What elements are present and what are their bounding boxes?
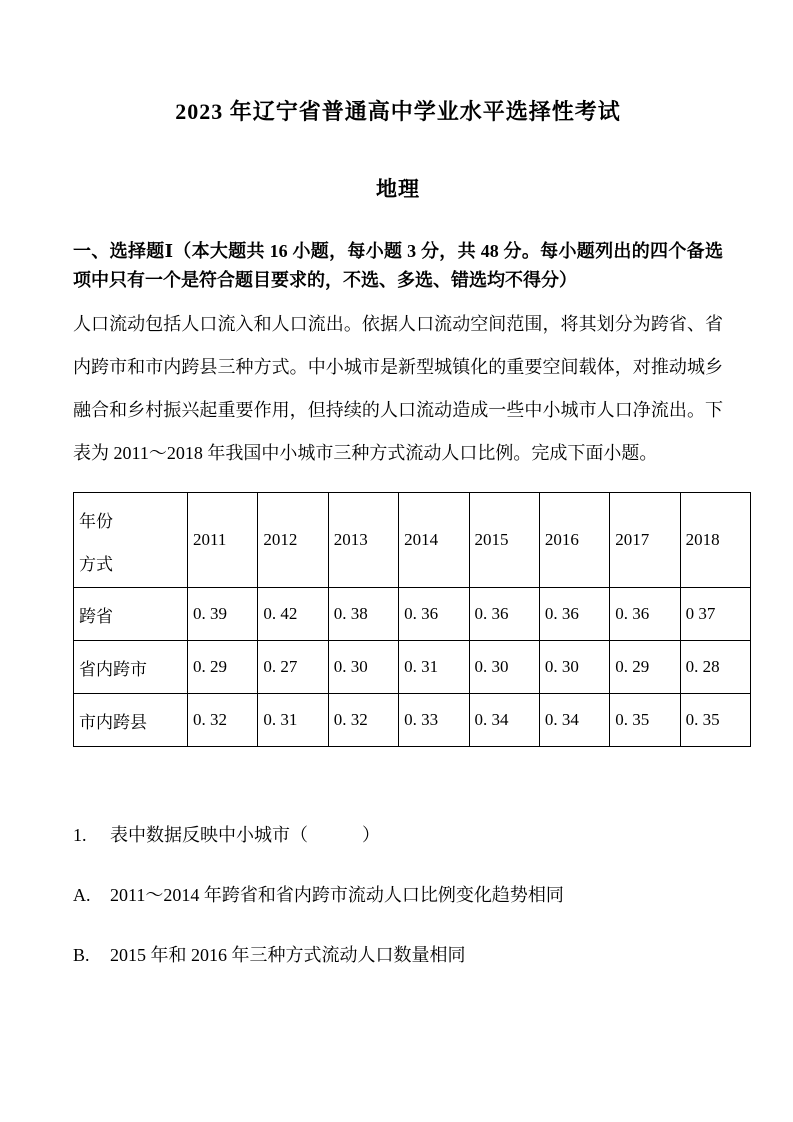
- year-header: 2018: [680, 493, 750, 588]
- option-b-label: B.: [73, 945, 90, 965]
- option-a: [73, 882, 723, 908]
- option-b-text: 2015 年和 2016 年三种方式流动人口数量相同: [110, 945, 466, 965]
- table-row-intercounty: [74, 694, 751, 747]
- corner-bottom-label: 方式: [79, 555, 113, 574]
- value-cell: 0. 29: [188, 641, 258, 694]
- passage-text: 人口流动包括人口流入和人口流出。依据人口流动空间范围，将其划分为跨省、省内跨市和市内跨县三种方式。中小城市是新型城镇化的重要空间载体，对推动城乡融合和乡村振兴起重要作用，但持续的人口流动造成一些中小城市人口净流出。下表为 2011～2018 年我国中小城市三种方式流动人口比例。完成下面小题。: [73, 314, 723, 463]
- value-cell: 0. 36: [469, 588, 539, 641]
- value-cell: 0. 35: [610, 694, 680, 747]
- section-heading: 一、选择题Ⅰ（本大题共 16 小题，每小题 3 分，共 48 分。每小题列出的四个备选项中只有一个是符合题目要求的，不选、多选、错选均不得分）: [73, 241, 723, 290]
- year-header: 2015: [469, 493, 539, 588]
- value-cell: 0. 28: [680, 641, 750, 694]
- value-cell: 0. 29: [610, 641, 680, 694]
- year-header: 2016: [539, 493, 609, 588]
- question-block: [73, 822, 723, 968]
- value-cell: 0. 31: [399, 641, 469, 694]
- value-cell: 0. 34: [469, 694, 539, 747]
- value-cell: 0. 30: [469, 641, 539, 694]
- year-header: 2014: [399, 493, 469, 588]
- value-cell: 0. 30: [539, 641, 609, 694]
- page-title: 2023 年辽宁省普通高中学业水平选择性考试: [175, 99, 621, 124]
- table-row-interprovincial: [74, 588, 751, 641]
- value-cell: 0. 30: [328, 641, 398, 694]
- question-text: 表中数据反映中小城市（ ）: [110, 825, 380, 845]
- question-number: 1.: [73, 825, 87, 845]
- question-1: [73, 822, 723, 848]
- value-cell: 0. 27: [258, 641, 328, 694]
- year-header: 2013: [328, 493, 398, 588]
- row-label: 跨省: [74, 588, 188, 641]
- value-cell: 0. 32: [328, 694, 398, 747]
- table-row-intercity: [74, 641, 751, 694]
- corner-cell: [74, 493, 188, 588]
- value-cell: 0. 32: [188, 694, 258, 747]
- value-cell: 0. 35: [680, 694, 750, 747]
- table-header-row: [74, 493, 751, 588]
- value-cell: 0. 38: [328, 588, 398, 641]
- option-a-text: 2011～2014 年跨省和省内跨市流动人口比例变化趋势相同: [110, 885, 564, 905]
- value-cell: 0. 34: [539, 694, 609, 747]
- subject-title: 地理: [376, 177, 420, 201]
- corner-top-label: 年份: [79, 512, 113, 531]
- value-cell: 0. 39: [188, 588, 258, 641]
- value-cell: 0. 36: [539, 588, 609, 641]
- value-cell: 0. 36: [610, 588, 680, 641]
- corner-cell-inner: [79, 493, 187, 587]
- population-flow-table: [73, 492, 751, 747]
- value-cell: 0. 33: [399, 694, 469, 747]
- row-label: 省内跨市: [74, 641, 188, 694]
- value-cell: 0. 31: [258, 694, 328, 747]
- value-cell: 0 37: [680, 588, 750, 641]
- row-label: 市内跨县: [74, 694, 188, 747]
- value-cell: 0. 36: [399, 588, 469, 641]
- value-cell: 0. 42: [258, 588, 328, 641]
- year-header: 2012: [258, 493, 328, 588]
- option-a-label: A.: [73, 885, 91, 905]
- year-header: 2011: [188, 493, 258, 588]
- year-header: 2017: [610, 493, 680, 588]
- option-b: [73, 942, 723, 968]
